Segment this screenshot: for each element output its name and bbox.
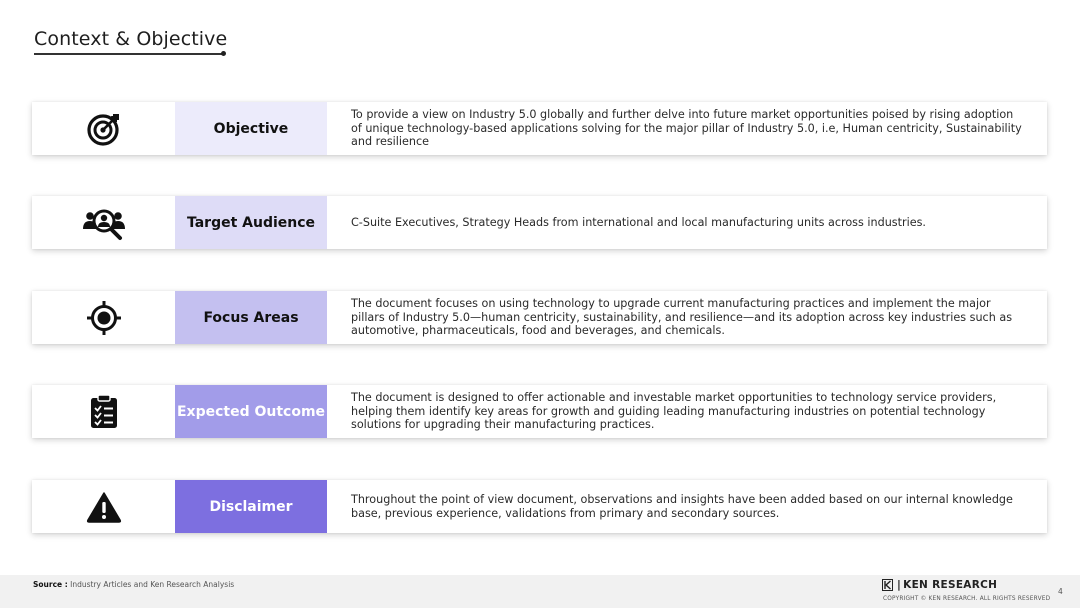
row-description: The document focuses on using technology to upgrade current manufacturing practices and implement the major pillars of Industry 5.0—human centricity, sustainability, and resilience—and its adoption across key industries such as automotive, pharmaceuticals, food and beverages, and chemicals. xyxy=(351,297,1013,338)
row-focus-areas xyxy=(32,291,1047,344)
page-title: Context & Objective xyxy=(34,28,228,50)
row-description: The document is designed to offer actionable and investable market opportunities to technology service providers, helping them identify key areas for growth and guiding leading manufacturing industries on potential technology solutions for upgrading their manufacturing practices. xyxy=(351,391,997,432)
row-objective xyxy=(32,102,1047,155)
row-target-audience xyxy=(32,196,1047,249)
copyright-text: COPYRIGHT © KEN RESEARCH. ALL RIGHTS RESERVED xyxy=(883,596,1051,602)
crosshair-icon xyxy=(86,300,122,336)
row-description: To provide a view on Industry 5.0 globally and further delve into future market opportunities poised by rising adoption of unique technology-based applications solving for the major pillar of Industry 5.0, i.e, Human centricity, Sustainability and resilience xyxy=(351,108,1022,149)
brand-separator: | xyxy=(897,579,902,591)
row-label: Expected Outcome xyxy=(175,385,327,438)
title-underline-dot xyxy=(221,51,226,56)
page-number: 4 xyxy=(1058,587,1063,596)
brand-name: KEN RESEARCH xyxy=(903,579,998,591)
icon-cell xyxy=(32,291,175,344)
row-label: Target Audience xyxy=(175,196,327,249)
row-description: Throughout the point of view document, observations and insights have been added based on our internal knowledge base, previous experience, validations from primary and secondary sources. xyxy=(351,493,1013,520)
row-label: Objective xyxy=(175,102,327,155)
warning-triangle-icon xyxy=(86,491,122,523)
icon-cell xyxy=(32,480,175,533)
audience-search-icon xyxy=(81,205,127,241)
target-arrow-icon xyxy=(86,111,122,147)
icon-cell xyxy=(32,385,175,438)
source-note xyxy=(33,580,234,589)
icon-cell xyxy=(32,102,175,155)
row-description: C-Suite Executives, Strategy Heads from international and local manufacturing units across industries. xyxy=(351,215,926,229)
row-label: Disclaimer xyxy=(175,480,327,533)
row-disclaimer xyxy=(32,480,1047,533)
source-text: Industry Articles and Ken Research Analysis xyxy=(67,580,235,589)
row-label: Focus Areas xyxy=(175,291,327,344)
title-underline xyxy=(34,53,224,55)
source-label: Source : xyxy=(33,580,68,589)
clipboard-checklist-icon xyxy=(89,394,119,430)
row-expected-outcome xyxy=(32,385,1047,438)
icon-cell xyxy=(32,196,175,249)
ken-logo-icon xyxy=(882,579,893,591)
brand-logo xyxy=(882,579,997,591)
